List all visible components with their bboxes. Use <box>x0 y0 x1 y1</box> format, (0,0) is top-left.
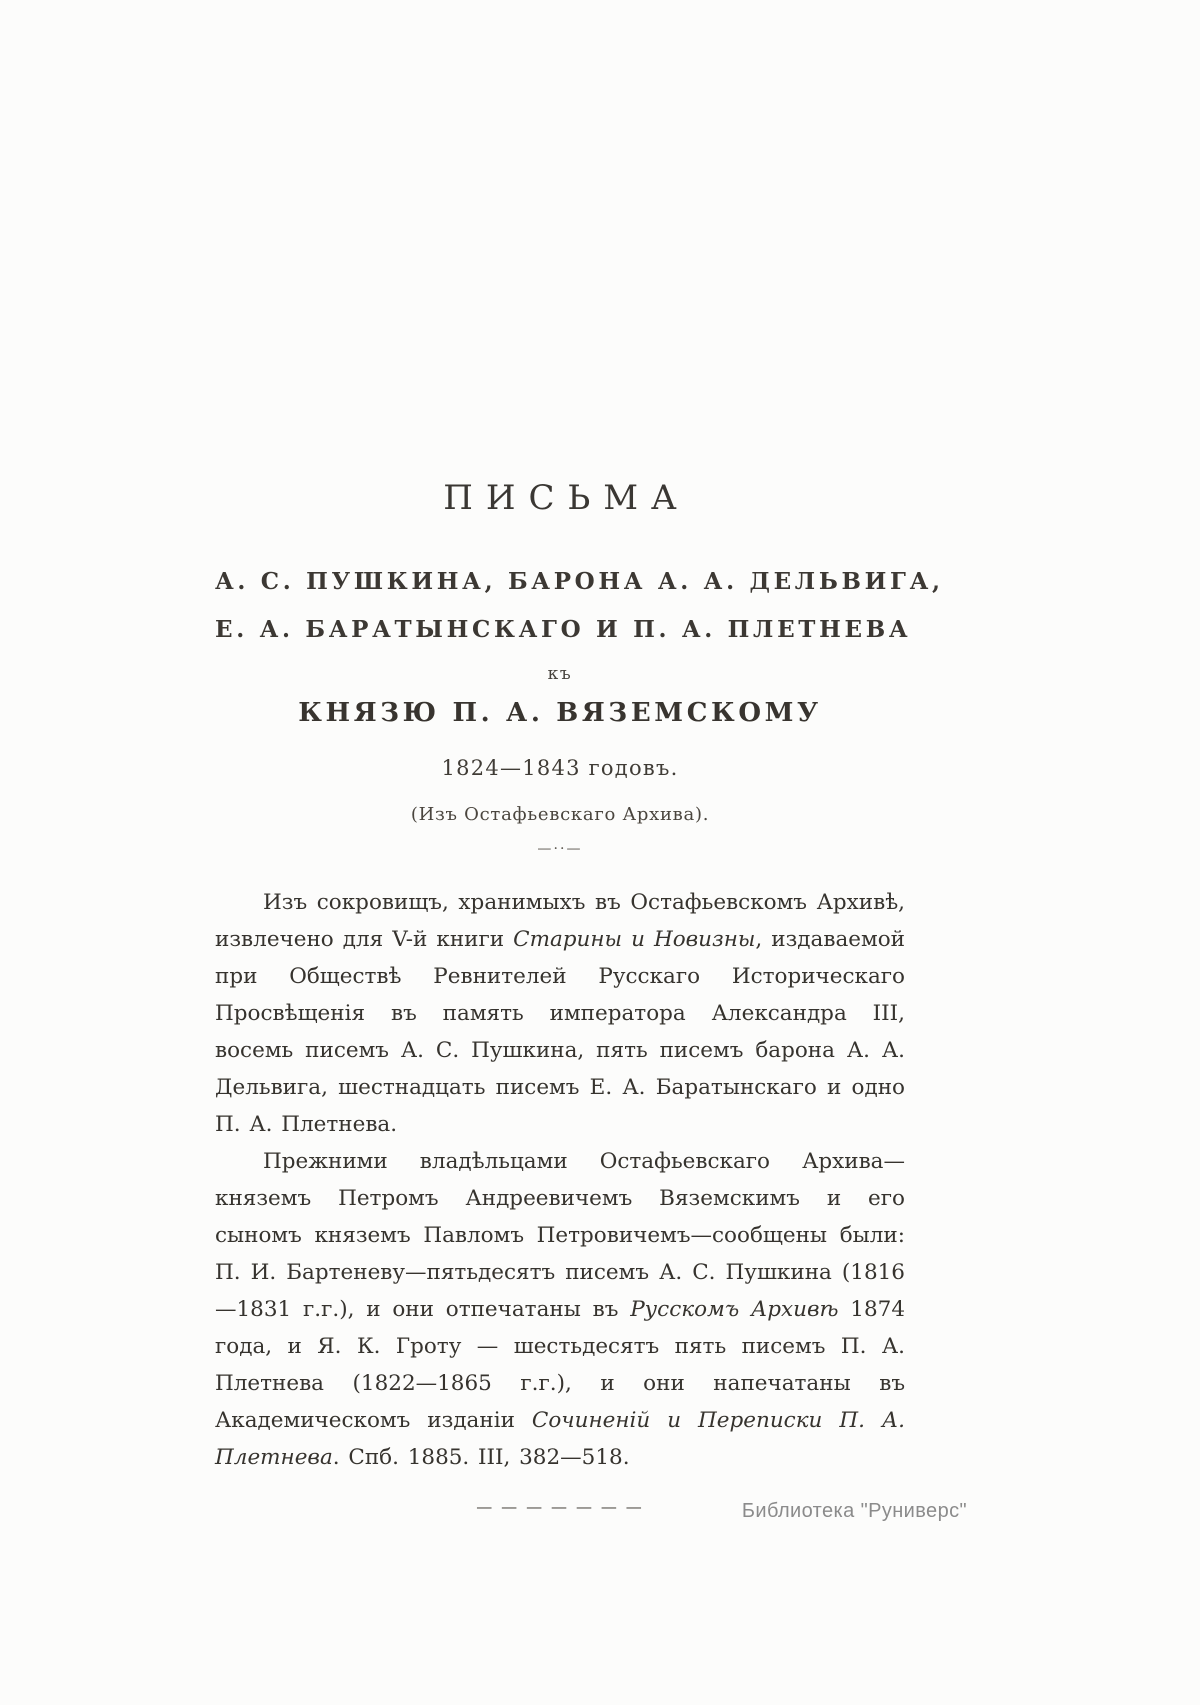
library-watermark: Библиотека "Руниверс" <box>741 1500 967 1522</box>
source-note: (Изъ Остафьевскаго Архива). <box>410 804 710 825</box>
paragraph-2-segment: 1874 года, и Я. К. Гроту — шестьдесятъ пять писемъ П. А. Плетнева (1822—1865 г.г.), и они напечатаны въ Академическомъ изданіи <box>215 1296 905 1433</box>
page-title: ПИСЬМА <box>443 478 690 518</box>
paragraph-2-italic-title: Русскомъ Архивѣ <box>630 1296 839 1322</box>
paragraph-2-segment: . Спб. 1885. III, 382—518. <box>332 1444 630 1470</box>
bottom-divider: — — — — — — — <box>476 1496 644 1516</box>
addressee-line: КНЯЗЮ П. А. ВЯЗЕМСКОМУ <box>298 698 822 728</box>
top-divider: —··— <box>537 841 583 857</box>
paragraph-2 <box>215 1144 905 1477</box>
paragraph-1 <box>215 885 905 1144</box>
paragraph-1-italic-title: Старины и Новизны <box>513 926 756 952</box>
authors-line-1: А. С. ПУШКИНА, БАРОНА А. А. ДЕЛЬВИГА, <box>215 568 944 595</box>
paragraph-1-segment: Изъ сокровищъ, хранимыхъ въ Остафьевскомъ Архивѣ, извлечено для V-й книги <box>215 890 905 952</box>
body-text <box>215 885 905 1477</box>
years-line: 1824—1843 годовъ. <box>441 756 679 780</box>
authors-block <box>215 558 944 654</box>
title-and-text-block <box>215 478 944 1516</box>
authors-line-2: Е. А. БАРАТЫНСКАГО И П. А. ПЛЕТНЕВА <box>215 616 912 643</box>
connector-word: къ <box>547 664 573 684</box>
paragraph-2-italic-title-2: Сочиненій и Переписки П. А. Плетнева <box>215 1407 905 1470</box>
paragraph-2-segment: Прежними владѣльцами Остафьевскаго Архива—княземъ Петромъ Андреевичемъ Вяземскимъ и его сыномъ княземъ Павломъ Петровичемъ—сообщены были: П. И. Бартеневу—пятьдесятъ писемъ А. С. Пушкина (1816—1831 г.г.), и они отпечатаны въ <box>215 1148 905 1322</box>
paragraph-1-segment: , издаваемой при Обществѣ Ревнителей Русскаго Историческаго Просвѣщенія въ память императора Александра III, восемь писемъ А. С. Пушкина, пять писемъ барона А. А. Дельвига, шестнадцать писемъ Е. А. Баратынскаго и одно П. А. Плетнева. <box>215 926 906 1137</box>
